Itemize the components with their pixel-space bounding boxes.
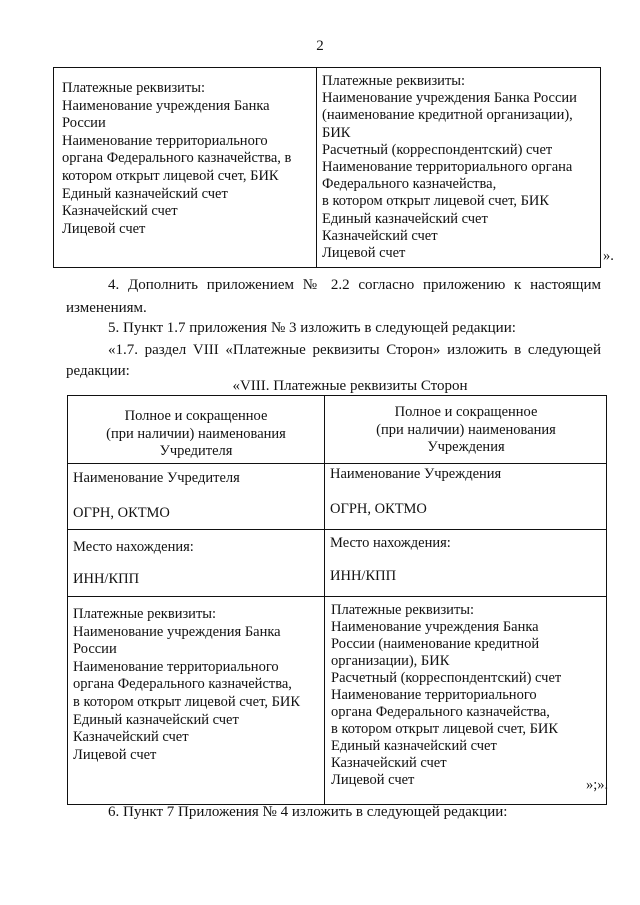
text-line: (наименование кредитной организации),	[322, 107, 573, 124]
table1-column-divider	[316, 67, 317, 268]
quote-line-1: «1.7. раздел VIII «Платежные реквизиты Сторон» изложить в следующей	[108, 342, 601, 358]
text-line: Единый казначейский счет	[73, 711, 239, 728]
table2-row4-left	[73, 606, 323, 764]
text-line: Лицевой счет	[73, 746, 157, 763]
table2-row2-left	[73, 539, 321, 557]
text-line: Единый казначейский счет	[331, 738, 497, 754]
text-line: ИНН/КПП	[330, 568, 397, 584]
table1-right-cell	[322, 73, 597, 262]
text-line: Полное и сокращенное	[394, 404, 538, 420]
text-line: Наименование территориального	[331, 687, 537, 703]
text-line: Наименование территориального органа	[322, 159, 573, 176]
text-line: Наименование учреждения Банка	[331, 619, 539, 635]
text-line: Платежные реквизиты:	[73, 606, 217, 622]
text-line: Наименование учреждения Банка	[73, 623, 281, 640]
section-title: «VIII. Платежные реквизиты Сторон	[232, 378, 468, 394]
text-line: Лицевой счет	[62, 220, 146, 237]
text-line: БИК	[322, 124, 351, 141]
table2-row3-right	[330, 568, 604, 586]
item-5: 5. Пункт 1.7 приложения № 3 изложить в следующей редакции:	[108, 320, 516, 336]
table1-closing-quote: ».	[603, 248, 614, 264]
item-4-line-2: изменениям.	[66, 300, 147, 316]
text-line: Полное и сокращенное	[124, 408, 268, 424]
quote-line-2: редакции:	[66, 363, 130, 379]
text-line: в котором открыт лицевой счет, БИК	[322, 193, 550, 210]
text-line	[73, 488, 321, 506]
text-line: России	[73, 641, 117, 658]
text-line: России	[62, 115, 106, 132]
text-line: Платежные реквизиты:	[322, 73, 466, 89]
table1-left-cell	[62, 80, 312, 238]
item-4-line-1: 4. Дополнить приложением № 2.2 согласно приложению к настоящим	[108, 277, 601, 293]
text-line: Казначейский счет	[62, 203, 178, 220]
text-line: Казначейский счет	[331, 755, 447, 771]
table2-header-right	[328, 404, 604, 457]
page-number: 2	[316, 38, 324, 54]
text-line: Наименование учреждения Банка России	[322, 90, 577, 107]
table2-column-divider	[324, 395, 325, 805]
text-line	[330, 484, 604, 502]
text-line: Казначейский счет	[73, 729, 189, 746]
text-line: Наименование учреждения Банка	[62, 97, 270, 114]
text-line: Лицевой счет	[322, 245, 406, 262]
text-line: в котором открыт лицевой счет, БИК	[331, 721, 559, 737]
table2-row1-right	[330, 466, 604, 519]
text-line: Место нахождения:	[73, 539, 194, 555]
text-line: (при наличии) наименования	[106, 425, 286, 442]
text-line: Наименование Учредителя	[73, 470, 240, 486]
item-6: 6. Пункт 7 Приложения № 4 изложить в следующей редакции:	[108, 804, 508, 820]
table2-row-divider	[67, 596, 607, 597]
text-line: Наименование Учреждения	[330, 466, 502, 482]
text-line: органа Федерального казначейства,	[73, 676, 292, 693]
text-line: Единый казначейский счет	[322, 210, 488, 227]
text-line: Федерального казначейства,	[322, 176, 497, 193]
table2-row3-left	[73, 571, 321, 589]
text-line: Учреждения	[427, 439, 505, 456]
text-line: котором открыт лицевой счет, БИК	[62, 167, 279, 184]
table2-row1-left	[73, 470, 321, 523]
text-line: Наименование территориального	[62, 132, 268, 149]
text-line: Место нахождения:	[330, 535, 451, 551]
table2-closing-quote: »;».	[586, 777, 609, 793]
text-line: органа Федерального казначейства,	[331, 704, 550, 720]
text-line: в котором открыт лицевой счет, БИК	[73, 693, 301, 710]
text-line: органа Федерального казначейства, в	[62, 150, 292, 167]
text-line: Платежные реквизиты:	[331, 602, 475, 618]
text-line: ОГРН, ОКТМО	[73, 505, 170, 522]
text-line: Лицевой счет	[331, 772, 415, 788]
table2-row-divider	[67, 529, 607, 530]
table2-row2-right	[330, 535, 604, 553]
text-line: организации), БИК	[331, 653, 450, 669]
table2-row-divider	[67, 463, 607, 464]
text-line: (при наличии) наименования	[376, 421, 556, 438]
table2-header-left	[70, 408, 322, 461]
text-line: России (наименование кредитной	[331, 636, 540, 652]
text-line: Наименование территориального	[73, 658, 279, 675]
text-line: Единый казначейский счет	[62, 185, 228, 202]
text-line: Казначейский счет	[322, 227, 438, 244]
table2-row4-right	[331, 602, 601, 789]
text-line: Расчетный (корреспондентский) счет	[322, 141, 553, 158]
text-line: Расчетный (корреспондентский) счет	[331, 670, 562, 686]
text-line: ОГРН, ОКТМО	[330, 501, 427, 518]
text-line: Платежные реквизиты:	[62, 80, 206, 96]
text-line: Учредителя	[159, 443, 233, 460]
text-line: ИНН/КПП	[73, 571, 140, 587]
